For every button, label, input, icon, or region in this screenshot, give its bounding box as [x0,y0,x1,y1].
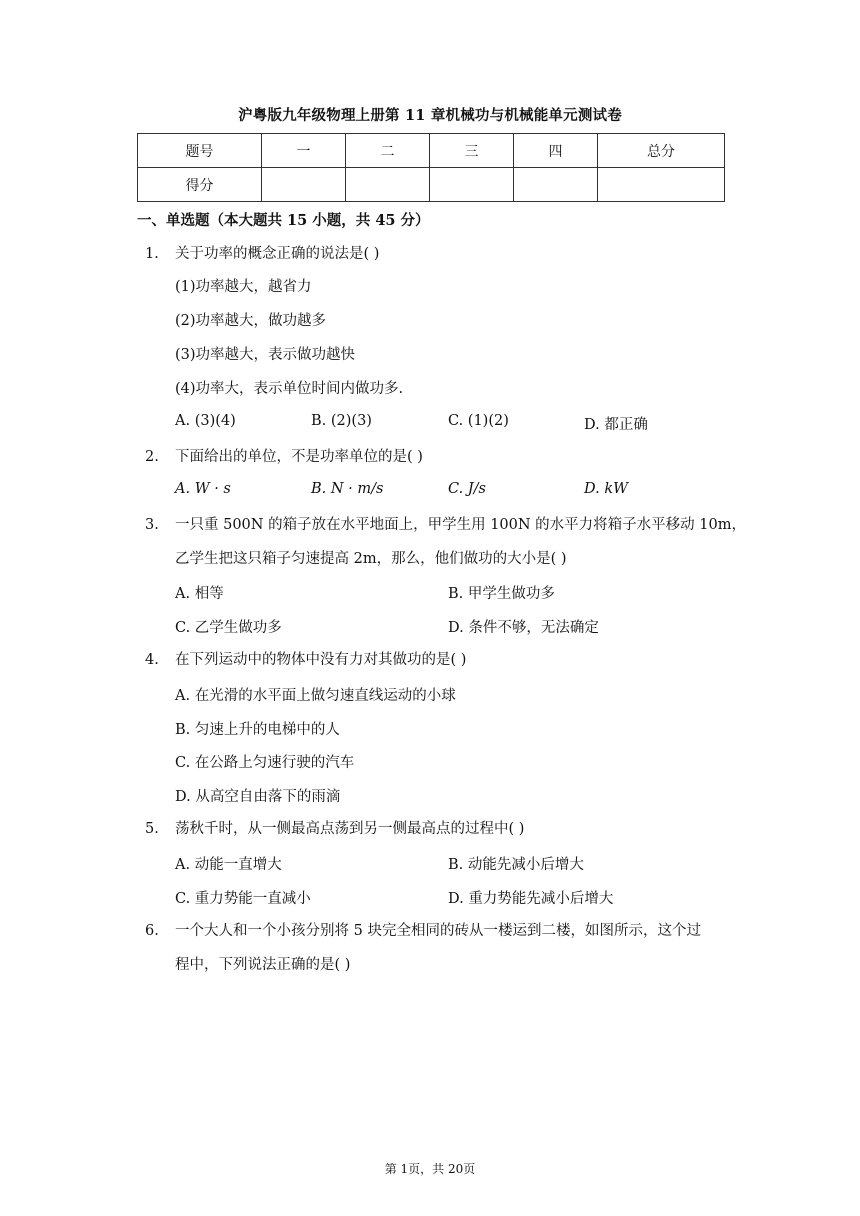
score-table-header-row [138,134,725,168]
score-cell [262,168,346,202]
option-a: A. W · s [175,481,231,497]
option-b: B. 甲学生做功多 [448,586,555,602]
score-cell [598,168,725,202]
option-a: A. 动能一直增大 [175,857,282,873]
question-text: 关于功率的概念正确的说法是( ) [175,246,380,262]
option-c: C. 在公路上匀速行驶的汽车 [175,755,355,771]
question-number: 1. [145,246,159,262]
option-b: B. 动能先减小后增大 [448,857,584,873]
score-row-label: 得分 [138,168,262,202]
option-a: A. 在光滑的水平面上做匀速直线运动的小球 [175,688,456,704]
score-header-cell: 四 [514,134,598,168]
score-cell [514,168,598,202]
option-b: B. 匀速上升的电梯中的人 [175,722,340,738]
score-cell [346,168,430,202]
question-text: 一个大人和一个小孩分别将 5 块完全相同的砖从一楼运到二楼，如图所示，这个过 [175,923,701,939]
question-number: 4. [145,652,159,668]
page-footer: 第 1页，共 20页 [384,1162,476,1176]
option-d: D. 条件不够，无法确定 [448,620,599,636]
question-number: 3. [145,517,159,533]
document-title: 沪粤版九年级物理上册第 11 章机械功与机械能单元测试卷 [238,107,622,124]
question-text: 在下列运动中的物体中没有力对其做功的是( ) [175,652,467,668]
score-header-cell: 二 [346,134,430,168]
option-c: C. 重力势能一直减小 [175,891,311,907]
option-d: D. 从高空自由落下的雨滴 [175,789,341,805]
option-b: B. (2)(3) [311,413,372,429]
question-text: 下面给出的单位，不是功率单位的是( ) [175,449,423,465]
score-header-cell: 总分 [598,134,725,168]
option-d: D. kW [584,481,629,497]
question-number: 6. [145,923,159,939]
question-text: 荡秋千时，从一侧最高点荡到另一侧最高点的过程中( ) [175,821,525,837]
option-c: C. (1)(2) [448,413,509,429]
question-text: 一只重 500N 的箱子放在水平地面上，甲学生用 100N 的水平力将箱子水平移动 10m， [175,517,746,533]
score-table-score-row [138,168,725,202]
score-header-cell: 题号 [138,134,262,168]
question-line: (4)功率大，表示单位时间内做功多. [175,381,404,397]
option-a: A. (3)(4) [175,413,236,429]
option-d: D. 都正确 [584,417,648,433]
question-line: (1)功率越大，越省力 [175,279,312,295]
option-c: C. 乙学生做功多 [175,620,282,636]
question-line: 乙学生把这只箱子匀速提高 2m，那么，他们做功的大小是( ) [175,551,567,567]
score-table [137,133,725,202]
option-b: B. N · m/s [311,481,384,497]
option-c: C. J/s [448,481,486,497]
question-line: (3)功率越大，表示做功越快 [175,347,356,363]
score-header-cell: 一 [262,134,346,168]
option-d: D. 重力势能先减小后增大 [448,891,614,907]
question-number: 5. [145,821,159,837]
score-cell [430,168,514,202]
question-line: (2)功率越大，做功越多 [175,313,327,329]
option-a: A. 相等 [175,586,224,602]
section-heading: 一、单选题（本大题共 15 小题，共 45 分） [137,212,430,229]
question-number: 2. [145,449,159,465]
question-line: 程中，下列说法正确的是( ) [175,957,351,973]
score-header-cell: 三 [430,134,514,168]
